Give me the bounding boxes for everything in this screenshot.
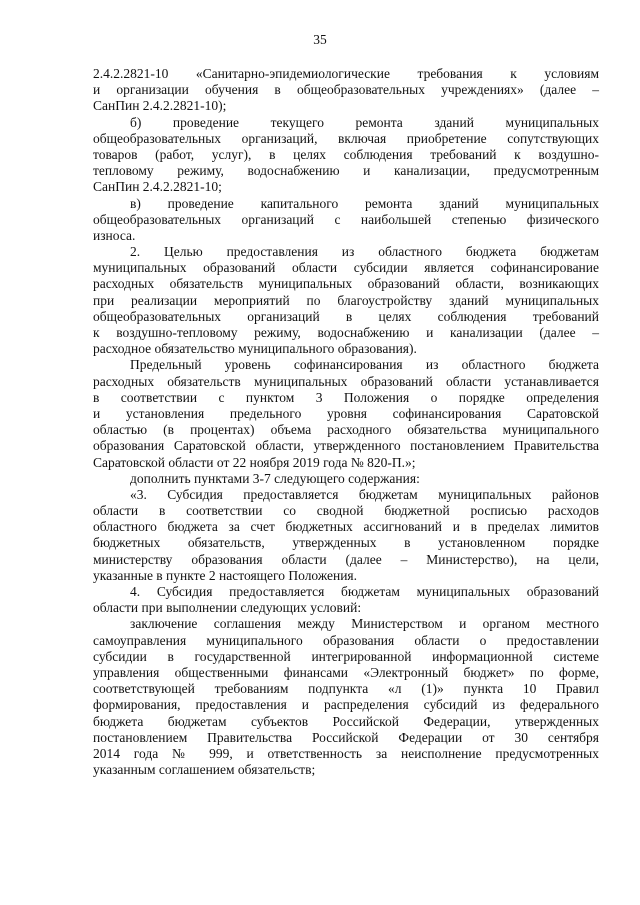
text-line: управления общественными финансами «Электронный бюджет» по форме, [93, 664, 599, 680]
text-line: 2.4.2.2821-10 «Санитарно-эпидемиологические требования к условиям [93, 66, 599, 81]
text-line: СанПин 2.4.2.2821-10); [93, 98, 227, 114]
text-line: соответствующей требованиям подпункта «л (1)» пункта 10 Правил [93, 681, 599, 697]
text-line: областного бюджета за счет бюджетных ассигнований и в пределах лимитов [93, 519, 599, 535]
text-line: области в соответствии со сводной бюджетной росписью расходов [93, 503, 599, 519]
text-line: тепловому режиму, водоснабжению и канализации, предусмотренным [93, 163, 599, 179]
text-line: самоуправления муниципального образования области о предоставлении [93, 632, 599, 648]
text-line: образования Саратовской области, утвержденного постановлением Правительства [93, 438, 599, 454]
text-line: СанПин 2.4.2.2821-10; [93, 179, 222, 195]
text-line: бюджета бюджетам субъектов Российской Федерации, утвержденных [93, 713, 599, 729]
text-line: областью (в процентах) объема расходного обязательства муниципального [93, 422, 599, 438]
text-line: к воздушно-тепловому режиму, водоснабжению и канализации (далее – [93, 325, 599, 340]
text-line: субсидии в государственной интегрированной информационной системе [93, 648, 599, 664]
text-line: и организации обучения в общеобразовательных учреждениях» (далее – [93, 82, 599, 98]
text-line: Предельный уровень софинансирования из областного бюджета [130, 357, 599, 373]
text-line: области при выполнении следующих условий: [93, 600, 362, 616]
text-line: заключение соглашения между Министерством и органом местного [130, 616, 599, 632]
text-line: расходное обязательство муниципального образования). [93, 341, 417, 357]
text-line: общеобразовательных организаций в целях соблюдения требований [93, 308, 599, 324]
text-line: б) проведение текущего ремонта зданий муниципальных [130, 114, 599, 130]
text-line: товаров (работ, услуг), в целях соблюдения требований к воздушно- [93, 146, 599, 162]
text-line: постановлением Правительства Российской Федерации от 30 сентября [93, 729, 599, 745]
text-line: министерству образования области (далее – Министерство), на цели, [93, 551, 599, 567]
text-line: «3. Субсидия предоставляется бюджетам муниципальных районов [130, 486, 599, 502]
text-line: Саратовской области от 22 ноября 2019 года № 820-П.»; [93, 454, 416, 470]
text-line: формирования, предоставления и распределения субсидий из федерального [93, 697, 599, 713]
text-line: в) проведение капитального ремонта зданий муниципальных [130, 195, 599, 211]
text-line: бюджетных обязательств, утвержденных в установленном порядке [93, 535, 599, 551]
text-line: расходных обязательств муниципальных образований области, возникающих [93, 276, 599, 292]
text-line: 2. Целью предоставления из областного бюджета бюджетам [130, 244, 599, 260]
page-number: 35 [313, 32, 327, 47]
document-body [93, 66, 599, 778]
text-line: дополнить пунктами 3-7 следующего содержания: [130, 470, 420, 486]
text-line: общеобразовательных организаций, включая приобретение сопутствующих [93, 130, 599, 146]
text-line: 4. Субсидия предоставляется бюджетам муниципальных образований [130, 584, 599, 599]
text-line: при реализации мероприятий по благоустройству зданий муниципальных [93, 292, 599, 308]
text-line: указанным соглашением обязательств; [93, 762, 316, 778]
text-line: общеобразовательных организаций с наибольшей степенью физического [93, 211, 599, 227]
text-line: расходных обязательств муниципальных образований области устанавливается [93, 373, 599, 389]
text-line: и установления предельного уровня софинансирования Саратовской [93, 405, 599, 421]
text-line: в соответствии с пунктом 3 Положения о порядке определения [93, 389, 599, 405]
text-line: указанные в пункте 2 настоящего Положения. [93, 567, 358, 583]
text-line: муниципальных образований области субсидии является софинансирование [93, 260, 599, 276]
text-line: 2014 года № 999, и ответственность за неисполнение предусмотренных [93, 745, 599, 761]
text-line: износа. [93, 227, 136, 243]
